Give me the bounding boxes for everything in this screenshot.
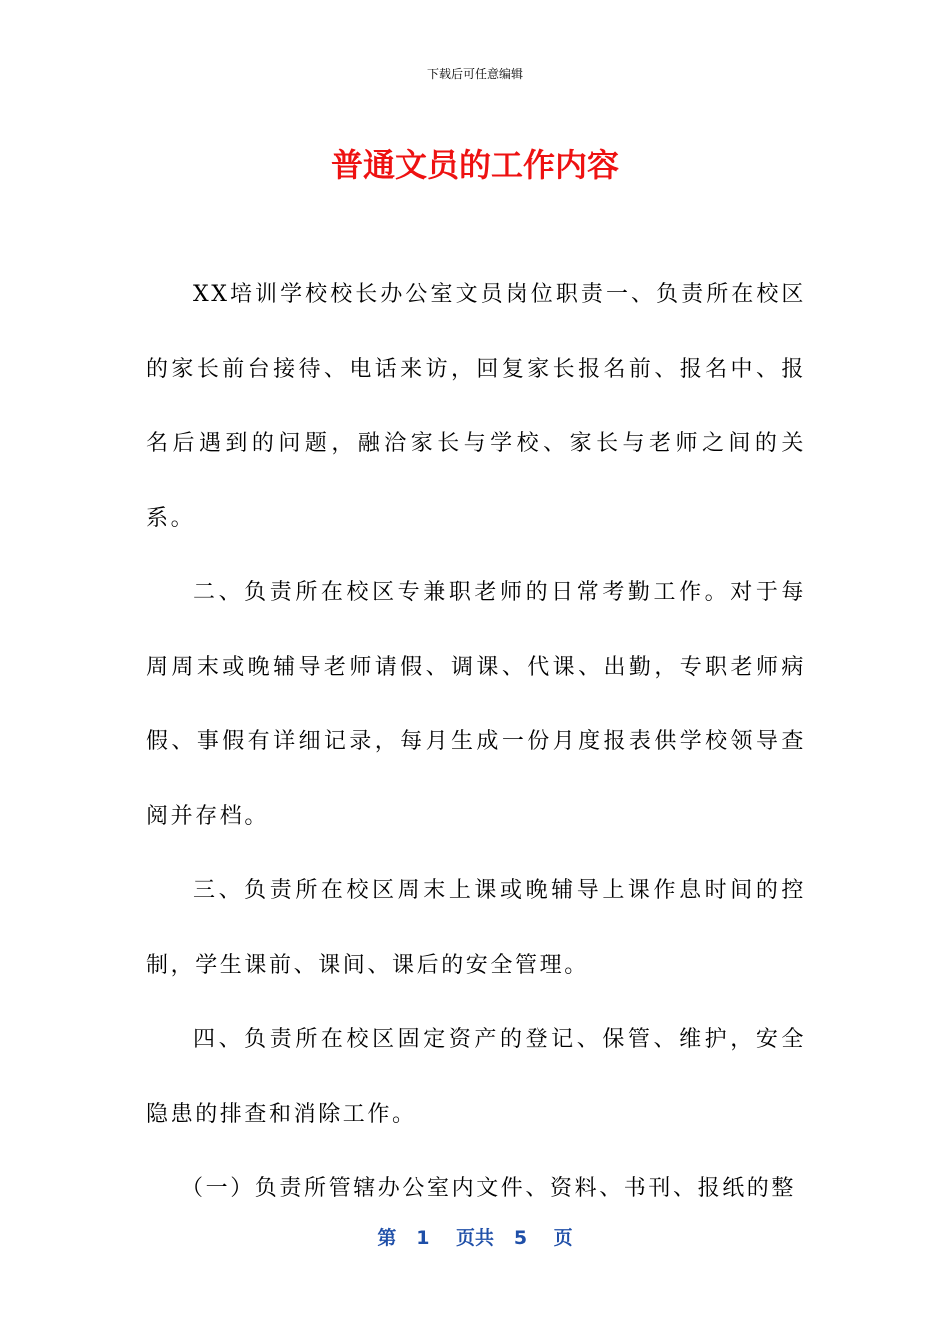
- footer-total-pages: 5: [513, 1227, 528, 1249]
- page-footer: [0, 1224, 950, 1252]
- paragraph-5: （一）负责所管辖办公室内文件、资料、书刊、报纸的整: [181, 1176, 797, 1201]
- header-note: 下载后可任意编辑: [426, 67, 523, 81]
- footer-current-page: 1: [416, 1227, 430, 1249]
- footer-middle: 页共: [455, 1227, 494, 1249]
- document-body: [146, 258, 806, 1227]
- paragraph-2: 二、负责所在校区专兼职老师的日常考勤工作。对于每周周末或晚辅导老师请假、调课、代课、出勤，专职老师病假、事假有详细记录，每月生成一份月度报表供学校领导查阅并存档。: [146, 580, 806, 829]
- footer-prefix: 第: [377, 1227, 397, 1249]
- document-title: 普通文员的工作内容: [330, 146, 619, 184]
- paragraph-3: 三、负责所在校区周末上课或晚辅导上课作息时间的控制，学生课前、课间、课后的安全管理。: [146, 878, 806, 978]
- paragraph-4: 四、负责所在校区固定资产的登记、保管、维护，安全隐患的排查和消除工作。: [146, 1027, 806, 1127]
- footer-suffix: 页: [553, 1227, 573, 1249]
- paragraph-1: XX培训学校校长办公室文员岗位职责一、负责所在校区的家长前台接待、电话来访，回复家长报名前、报名中、报名后遇到的问题，融洽家长与学校、家长与老师之间的关系。: [146, 282, 806, 531]
